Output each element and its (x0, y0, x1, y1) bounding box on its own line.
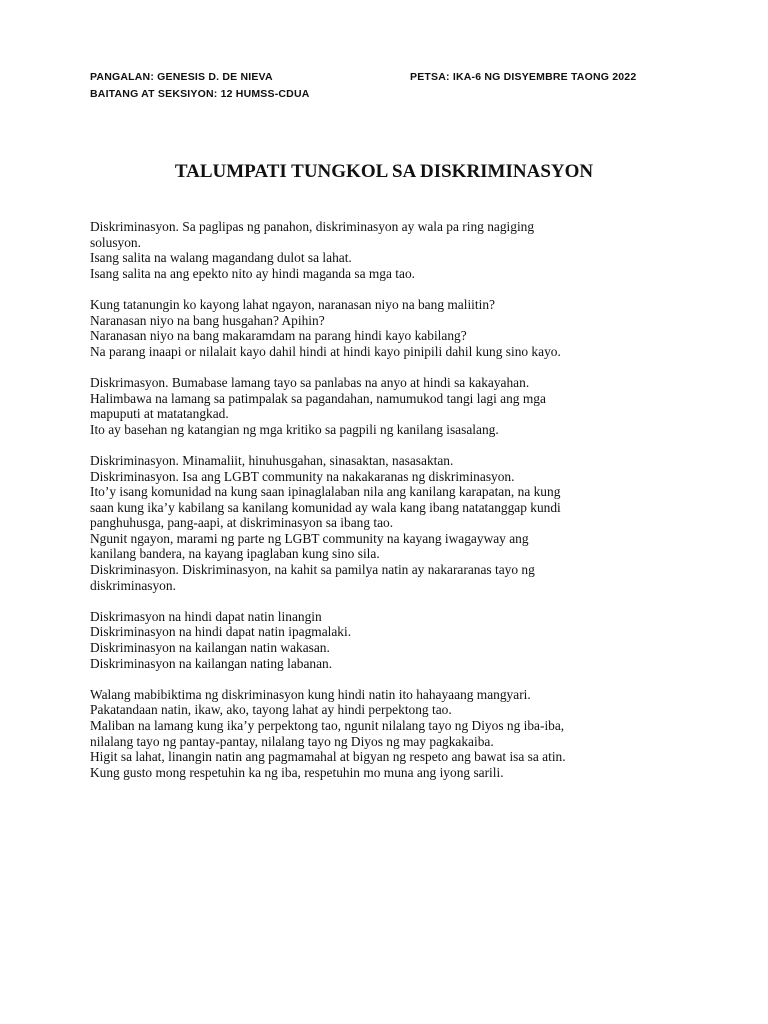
speech-paragraph (90, 375, 685, 437)
speech-paragraph (90, 609, 685, 671)
paragraph-line: Kung gusto mong respetuhin ka ng iba, respetuhin mo muna ang iyong sarili. (90, 764, 504, 780)
paragraph-line: diskriminasyon. (90, 577, 176, 593)
paragraph-line: Na parang inaapi or nilalait kayo dahil hindi at hindi kayo pinipili dahil kung sino kayo. (90, 343, 561, 359)
paragraph-line: Diskrimasyon na hindi dapat natin linangin (90, 608, 322, 624)
document-date: PETSA: IKA-6 NG DISYEMBRE TAONG 2022 (410, 71, 637, 83)
paragraph-line: Pakatandaan natin, ikaw, ako, tayong lahat ay hindi perpektong tao. (90, 702, 452, 718)
paragraph-line: solusyon. (90, 234, 141, 250)
paragraph-line: Maliban na lamang kung ika’y perpektong tao, ngunit nilalang tayo ng Diyos ng iba-iba, (90, 718, 565, 733)
speech-paragraph (90, 297, 685, 359)
paragraph-line: saan kung ika’y kabilang sa kanilang komunidad ay wala kang ibang natatanggap kundi (90, 499, 561, 515)
paragraph-line: nilalang tayo ng pantay-pantay, nilalang tayo ng Diyos ng may pagkakaiba. (90, 733, 494, 749)
paragraph-line: Diskriminasyon. Sa paglipas ng panahon, diskriminasyon ay wala pa ring nagiging (90, 219, 535, 234)
paragraph-line: Diskriminasyon na kailangan natin wakasan. (90, 640, 330, 656)
paragraph-line: Diskrimasyon. Bumabase lamang tayo sa panlabas na anyo at hindi sa kakayahan. (90, 374, 530, 390)
paragraph-line: Halimbawa na lamang sa patimpalak sa pagandahan, namumukod tangi lagi ang mga (90, 390, 546, 406)
paragraph-line: Diskriminasyon. Diskriminasyon, na kahit sa pamilya natin ay nakararanas tayo ng (90, 562, 535, 578)
paragraph-line: Walang mabibiktima ng diskriminasyon kung hindi natin ito hahayaang mangyari. (90, 686, 531, 702)
paragraph-line: Ngunit ngayon, marami ng parte ng LGBT community na kayang iwagayway ang (90, 530, 529, 546)
header-row-1 (90, 69, 690, 86)
paragraph-line: mapuputi at matatangkad. (90, 406, 229, 422)
paragraph-line: Naranasan niyo na bang husgahan? Apihin? (90, 312, 325, 328)
student-name: PANGALAN: GENESIS D. DE NIEVA (90, 71, 273, 83)
paragraph-line: Diskriminasyon na kailangan nating labanan. (90, 655, 333, 671)
speech-paragraph (90, 687, 685, 781)
paragraph-line: Diskriminasyon. Minamaliit, hinuhusgahan, sinasaktan, nasasaktan. (90, 452, 454, 468)
paragraph-line: Higit sa lahat, linangin natin ang pagmamahal at bigyan ng respeto ang bawat isa sa atin. (90, 749, 566, 765)
speech-paragraph (90, 453, 685, 593)
speech-title: TALUMPATI TUNGKOL SA DISKRIMINASYON (174, 161, 594, 182)
paragraph-line: Ito ay basehan ng katangian ng mga kritiko sa pagpili ng kanilang isasalang. (90, 421, 499, 437)
paragraph-line: kanilang bandera, na kayang ipaglaban kung sino sila. (90, 546, 380, 562)
header-row-2 (90, 86, 690, 103)
speech-paragraph (90, 219, 685, 281)
document-header (90, 69, 690, 103)
paragraph-line: Isang salita na walang magandang dulot sa lahat. (90, 250, 352, 266)
paragraph-line: Ito’y isang komunidad na kung saan ipinaglalaban nila ang kanilang karapatan, na kung (90, 484, 561, 500)
grade-section: BAITANG AT SEKSIYON: 12 HUMSS-CDUA (90, 88, 310, 100)
paragraph-line: Diskriminasyon. Isa ang LGBT community na nakakaranas ng diskriminasyon. (90, 468, 515, 484)
paragraph-line: Isang salita na ang epekto nito ay hindi maganda sa mga tao. (90, 265, 415, 281)
speech-body (90, 219, 685, 796)
paragraph-line: Diskriminasyon na hindi dapat natin ipagmalaki. (90, 624, 352, 640)
paragraph-line: Kung tatanungin ko kayong lahat ngayon, naranasan niyo na bang maliitin? (90, 296, 495, 312)
paragraph-line: Naranasan niyo na bang makaramdam na parang hindi kayo kabilang? (90, 328, 467, 344)
paragraph-line: panghuhusga, pang-aapi, at diskriminasyon sa ibang tao. (90, 515, 394, 531)
